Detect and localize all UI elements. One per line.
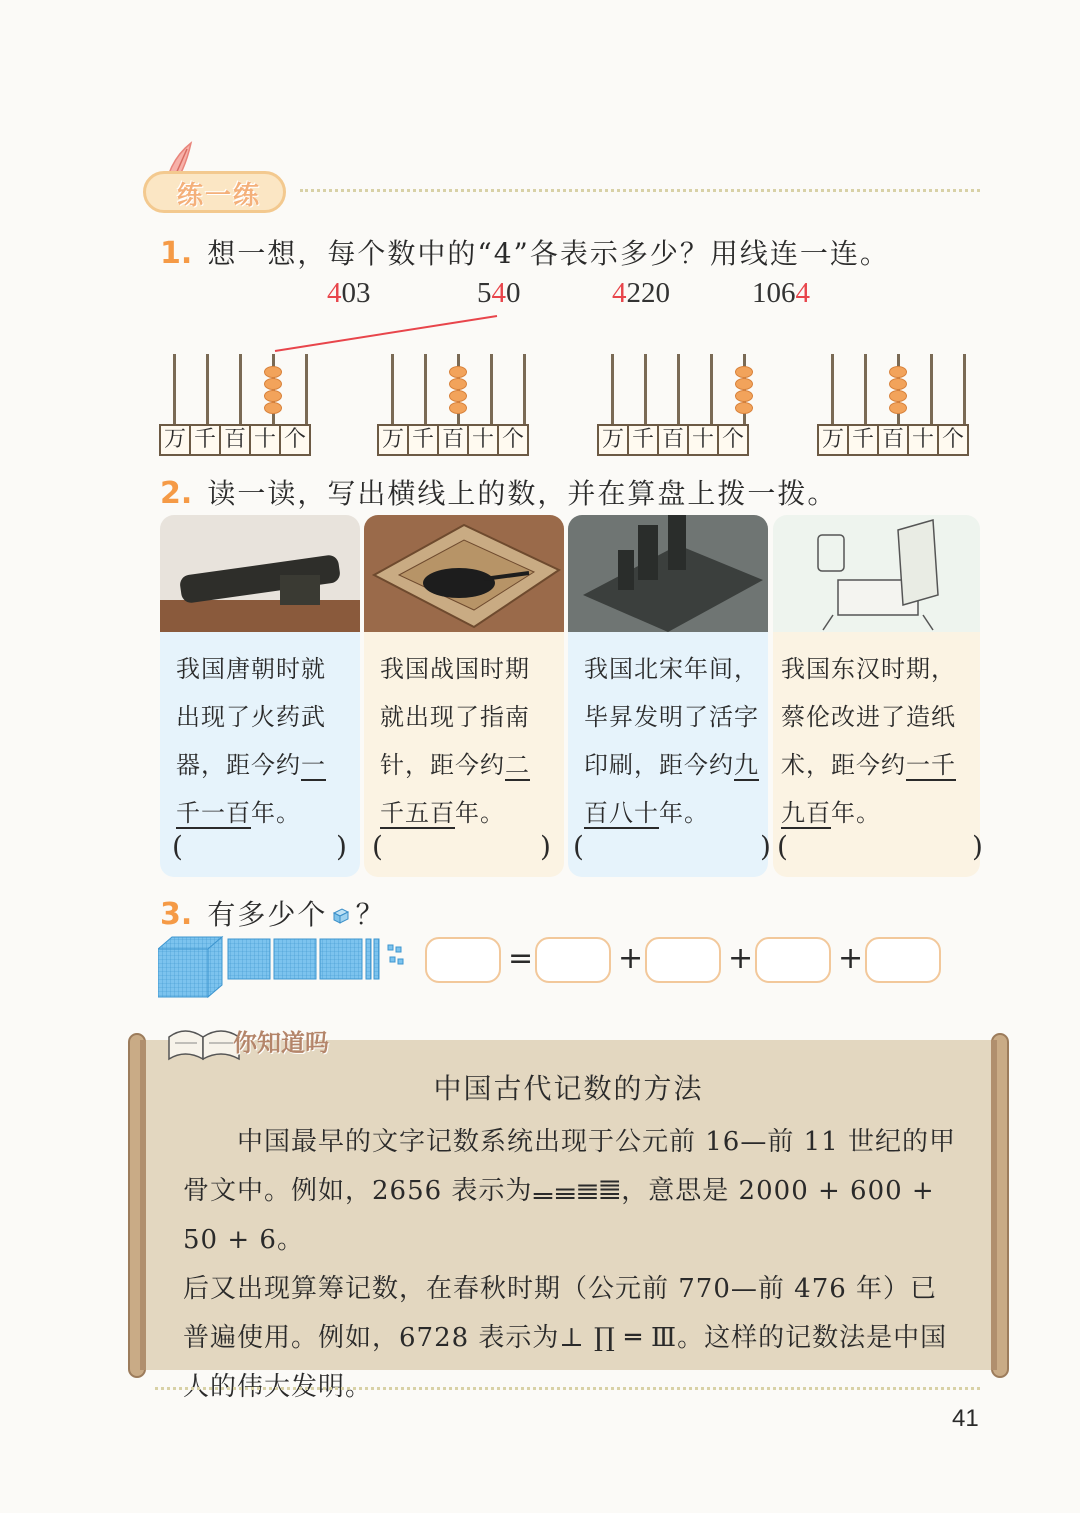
abacus-bead[interactable] — [449, 378, 467, 390]
card-printing — [568, 515, 768, 877]
question-2-text: 读一读，写出横线上的数，并在算盘上拨一拨。 — [207, 477, 838, 510]
answer-4-open: ( — [777, 830, 788, 863]
place-label: 个 — [937, 424, 969, 456]
place-label: 个 — [279, 424, 311, 456]
did-you-know-text: 中国最早的文字记数系统出现于公元前 16—前 11 世纪的甲 骨文中。例如，2656 表示为𝍡𝍢𝍣𝍤，意思是 2000 + 600 + 50 + 6。 后又出现算筹记数，在春秋时期（公元前 770—前 476 年）已 普遍使用。例如，6728 表示为⊥ ∏ ═ Ⅲ。这样的记数法是中国 人的伟大发明。 — [183, 1127, 956, 1402]
abacus-bead[interactable] — [449, 390, 467, 402]
example-connect-line — [0, 0, 1080, 400]
abacus-rod[interactable] — [963, 354, 966, 426]
abacus-bead[interactable] — [449, 366, 467, 378]
abacus-bead[interactable] — [889, 378, 907, 390]
abacus-bead[interactable] — [264, 378, 282, 390]
did-you-know-title: 中国古代记数的方法 — [433, 1072, 704, 1105]
card-papermaking — [773, 515, 980, 877]
place-label: 十 — [249, 424, 281, 456]
movable-type-photo — [568, 515, 768, 632]
answer-1-open: ( — [172, 830, 183, 863]
number-3: 4220 — [612, 277, 670, 309]
answer-4-close: ) — [972, 830, 983, 863]
abacus-rod[interactable] — [864, 354, 867, 426]
did-you-know-tag — [165, 1015, 355, 1065]
abacus-rod[interactable] — [523, 354, 526, 426]
number-4: 1064 — [752, 277, 810, 309]
abacus-rod[interactable] — [173, 354, 176, 426]
question-2 — [160, 472, 837, 512]
answer-1-close: ) — [336, 830, 347, 863]
abacus-rod[interactable] — [206, 354, 209, 426]
plus-sign-3: + — [838, 941, 864, 976]
abacus-bead[interactable] — [889, 402, 907, 414]
answer-3-blank[interactable] — [586, 836, 758, 868]
place-label: 万 — [817, 424, 849, 456]
abacus-rod[interactable] — [239, 354, 242, 426]
unit-cube-icon — [332, 907, 350, 925]
question-1-text: 想一想，每个数中的“4”各表示多少？用线连一连。 — [207, 237, 890, 270]
place-label: 十 — [467, 424, 499, 456]
footer-divider — [155, 1387, 980, 1390]
equals-sign: = — [508, 941, 534, 976]
abacus-3[interactable] — [597, 354, 759, 454]
abacus-rod[interactable] — [305, 354, 308, 426]
abacus-bead[interactable] — [735, 390, 753, 402]
abacus-bead[interactable] — [889, 366, 907, 378]
answer-1-blank[interactable] — [185, 836, 335, 868]
abacus-bead[interactable] — [264, 402, 282, 414]
hundreds-answer-box[interactable] — [645, 937, 721, 983]
abacus-rod[interactable] — [644, 354, 647, 426]
place-value-labels — [377, 424, 527, 456]
place-value-labels — [817, 424, 967, 456]
place-label: 十 — [907, 424, 939, 456]
compass-photo — [364, 515, 564, 632]
section-tag-label: 练一练 — [177, 181, 262, 211]
answer-2-open: ( — [372, 830, 383, 863]
answer-2-blank[interactable] — [385, 836, 537, 868]
card-gunpowder — [160, 515, 360, 877]
place-label: 千 — [627, 424, 659, 456]
abacus-rod[interactable] — [710, 354, 713, 426]
place-label: 万 — [597, 424, 629, 456]
abacus-bead[interactable] — [735, 366, 753, 378]
abacus-rod[interactable] — [611, 354, 614, 426]
place-label: 万 — [159, 424, 191, 456]
abacus-rod[interactable] — [424, 354, 427, 426]
place-label: 千 — [189, 424, 221, 456]
question-3-mark: ？ — [355, 898, 386, 931]
abacus-rod[interactable] — [930, 354, 933, 426]
place-label: 个 — [717, 424, 749, 456]
place-value-labels — [159, 424, 309, 456]
plus-sign-2: + — [728, 941, 754, 976]
papermaking-illustration — [773, 515, 980, 632]
question-3-text: 有多少个 — [207, 898, 328, 931]
card-3-text: 我国北宋年间， 毕昇发明了活字 印刷，距今约九 百八十年。 — [584, 655, 759, 827]
did-you-know-label: 你知道吗 — [233, 1029, 329, 1057]
abacus-rod[interactable] — [831, 354, 834, 426]
total-answer-box[interactable] — [425, 937, 501, 983]
abacus-rod[interactable] — [490, 354, 493, 426]
question-2-number: 2. — [160, 476, 193, 511]
ones-answer-box[interactable] — [865, 937, 941, 983]
base-ten-blocks-image — [158, 935, 410, 999]
place-label: 百 — [219, 424, 251, 456]
gunpowder-weapon-photo — [160, 515, 360, 632]
abacus-bead[interactable] — [735, 402, 753, 414]
place-label: 千 — [847, 424, 879, 456]
place-value-labels — [597, 424, 747, 456]
number-1: 403 — [327, 277, 371, 309]
place-label: 个 — [497, 424, 529, 456]
abacus-bead[interactable] — [889, 390, 907, 402]
place-label: 百 — [437, 424, 469, 456]
abacus-rod[interactable] — [677, 354, 680, 426]
card-2-text: 我国战国时期 就出现了指南 针，距今约二 千五百年。 — [380, 655, 530, 827]
page-number: 41 — [952, 1405, 979, 1432]
answer-2-close: ) — [540, 830, 551, 863]
answer-3-close: ) — [760, 830, 771, 863]
abacus-bead[interactable] — [735, 378, 753, 390]
card-compass — [364, 515, 564, 877]
place-label: 十 — [687, 424, 719, 456]
abacus-bead[interactable] — [449, 402, 467, 414]
place-label: 千 — [407, 424, 439, 456]
abacus-2[interactable] — [377, 354, 539, 454]
abacus-4[interactable] — [817, 354, 979, 454]
abacus-rod[interactable] — [391, 354, 394, 426]
answer-3-open: ( — [573, 830, 584, 863]
question-3 — [160, 893, 386, 933]
card-4-text: 我国东汉时期， 蔡伦改进了造纸 术，距今约一千 九百年。 — [781, 655, 956, 827]
question-1-number: 1. — [160, 236, 193, 271]
abacus-1[interactable] — [159, 354, 321, 454]
abacus-bead[interactable] — [264, 390, 282, 402]
card-1-text: 我国唐朝时就 出现了火药武 器，距今约一 千一百年。 — [176, 655, 326, 827]
thousands-answer-box[interactable] — [535, 937, 611, 983]
plus-sign-1: + — [618, 941, 644, 976]
number-2: 540 — [477, 277, 521, 309]
place-label: 百 — [657, 424, 689, 456]
tens-answer-box[interactable] — [755, 937, 831, 983]
answer-4-blank[interactable] — [790, 836, 970, 868]
place-label: 万 — [377, 424, 409, 456]
place-label: 百 — [877, 424, 909, 456]
abacus-bead[interactable] — [264, 366, 282, 378]
question-3-number: 3. — [160, 897, 193, 932]
